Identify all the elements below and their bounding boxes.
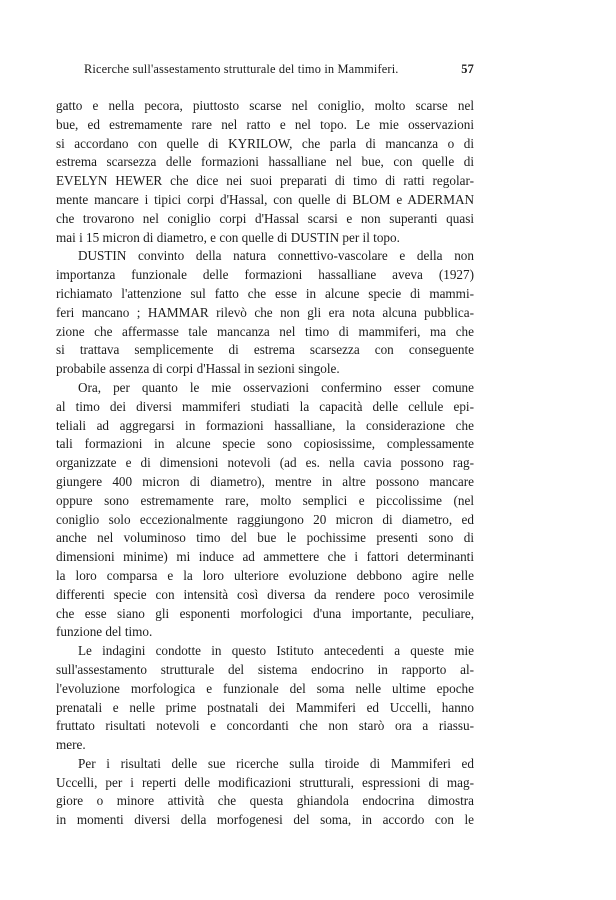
text-line: richiamato l'attenzione sul fatto che esse in alcune specie di mammi- (56, 285, 474, 301)
page-number: 57 (461, 62, 474, 76)
text-line: dimensioni minime) mi induce ad ammettere che i fattori determinanti (56, 549, 474, 565)
text-line: Uccelli, per i reperti delle modificazioni strutturali, espressioni di mag- (56, 774, 474, 790)
text-line: coniglio solo eccezionalmente raggiungono 20 micron di diametro, ed (56, 511, 474, 527)
text-line: probabile assenza di corpi d'Hassal in sezioni singole. (56, 361, 340, 377)
text-line: Le indagini condotte in questo Istituto antecedenti a queste mie (78, 643, 474, 659)
text-line: zione che affermasse tale mancanza nel timo di mammiferi, ma che (56, 323, 474, 339)
text-line: organizzate e di dimensioni notevoli (ad es. nella cavia possono rag- (56, 455, 474, 471)
text-line: anche nel voluminoso timo del bue le pochissime presenti sono di (56, 530, 474, 546)
text-line: fruttato risultati notevoli e concordanti che non starò ora a riassu- (56, 718, 474, 734)
text-line: estrema scarsezza delle formazioni hassalliane nel bue, con quelle di (56, 154, 474, 170)
text-line: bue, ed estremamente rare nel ratto e nel topo. Le mie osservazioni (56, 116, 474, 132)
text-line: giungere 400 micron di diametro), mentre in altre possono mancare (56, 473, 474, 489)
text-line: differenti specie con intensità così diversa da rendere poco verosimile (56, 586, 474, 602)
text-line: che esse siano gli esponenti morfologici d'una importante, peculiare, (56, 605, 474, 621)
text-line: EVELYN HEWER che dice nei suoi preparati di timo di ratti regolar- (56, 173, 474, 189)
text-line: in momenti diversi della morfogenesi del soma, in accordo con le (56, 812, 474, 828)
text-line: DUSTIN convinto della natura connettivo-vascolare e della non (78, 248, 474, 264)
text-line: importanza funzionale delle formazioni hassalliane aveva (1927) (56, 267, 474, 283)
text-line: teliali ad aggregarsi in formazioni hassalliane, la considerazione che (56, 417, 474, 433)
text-line: l'evoluzione morfologica e funzionale del soma nelle ultime epoche (56, 680, 474, 696)
text-line: al timo dei diversi mammiferi studiati la capacità delle cellule epi- (56, 398, 474, 414)
text-line: giore o minore attività che questa ghiandola endocrina dimostra (56, 793, 474, 809)
text-line: mente mancare i tipici corpi d'Hassal, con quelle di BLOM e ADERMAN (56, 191, 474, 207)
text-line: feri mancano ; HAMMAR rilevò che non gli era nota alcuna pubblica- (56, 304, 474, 320)
text-line: sull'assestamento strutturale del sistema endocrino in rapporto al- (56, 661, 474, 677)
running-title: Ricerche sull'assestamento strutturale del timo in Mammiferi. (84, 62, 399, 76)
body-text (56, 97, 474, 830)
text-line: si trattava semplicemente di estrema scarsezza con conseguente (56, 342, 474, 358)
text-line: si accordano con quelle di KYRILOW, che parla di mancanza o di (56, 135, 474, 151)
text-line: che trovarono nel coniglio corpi d'Hassal scarsi e non superanti quasi (56, 210, 474, 226)
text-line: gatto e nella pecora, piuttosto scarse nel coniglio, molto scarse nel (56, 98, 474, 113)
text-line: Ora, per quanto le mie osservazioni confermino esser comune (78, 379, 474, 395)
text-line: prenatali e nelle prime postnatali dei Mammiferi ed Uccelli, hanno (56, 699, 474, 715)
text-line: mere. (56, 737, 86, 753)
text-line: Per i risultati delle sue ricerche sulla tiroide di Mammiferi ed (78, 755, 474, 771)
text-line: tali formazioni in alcune specie sono copiosissime, complessamente (56, 436, 474, 452)
text-line: oppure sono estremamente rare, molto semplici e piccolissime (nel (56, 492, 474, 508)
text-line: funzione del timo. (56, 624, 153, 640)
text-line: la loro comparsa e la loro ulteriore evoluzione debbono agire nelle (56, 567, 474, 583)
text-line: mai i 15 micron di diametro, e con quelle di DUSTIN per il topo. (56, 229, 400, 245)
